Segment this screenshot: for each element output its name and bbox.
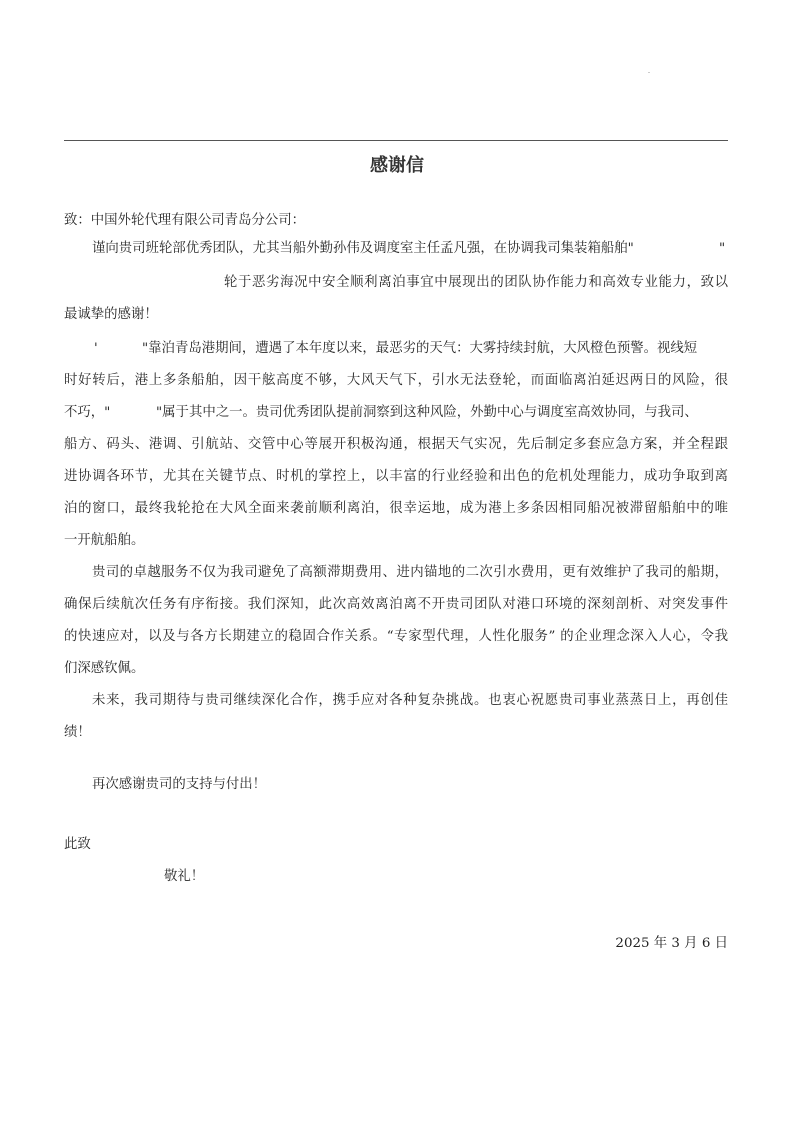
p2-line1-b: "靠泊青岛港期间，遭遇了本年度以来，最恶劣的天气：大雾持续封航，大风橙色预警。视线短 — [142, 341, 698, 356]
p4-line2: 绩！ — [64, 725, 91, 740]
p2-line3-b: "属于其中之一。贵司优秀团队提前洞察到这种风险，外勤中心与调度室高效协同，与我司、 — [156, 405, 698, 420]
p2-line1-a: ' — [94, 341, 98, 356]
p1-line2: 轮于恶劣海况中安全顺利离泊事宜中展现出的团队协作能力和高效专业能力，致以 — [224, 275, 728, 290]
p3-line4: 们深感钦佩。 — [64, 661, 145, 676]
p3-line1: 贵司的卓越服务不仅为我司避免了高额滞期费用、进内锚地的二次引水费用，更有效维护了我司的船期， — [92, 565, 728, 580]
closing: 此致 — [64, 837, 91, 852]
salutation: 致：中国外轮代理有限公司青岛分公司： — [64, 213, 306, 228]
letter-title: 感谢信 — [370, 155, 424, 176]
letter-date: 2025 年 3 月 6 日 — [615, 936, 728, 951]
p2-line4: 船方、码头、港调、引航站、交管中心等展开积极沟通，根据天气实况，先后制定多套应急方案，并全程跟 — [64, 437, 728, 452]
p1-line1-b: " — [719, 241, 726, 256]
regards: 敬礼！ — [164, 869, 205, 884]
p1-line1-a: 谨向贵司班轮部优秀团队，尤其当船外勤孙伟及调度室主任孟凡强，在协调我司集装箱船舶" — [92, 241, 634, 256]
header-rule — [64, 140, 728, 141]
p2-line2: 时好转后，港上多条船舶，因干舷高度不够，大风天气下，引水无法登轮，而面临离泊延迟两日的风险，很 — [64, 373, 728, 388]
p2-line5: 进协调各环节，尤其在关键节点、时机的掌控上，以丰富的行业经验和出色的危机处理能力，成功争取到离 — [64, 469, 728, 484]
p4-line1: 未来，我司期待与贵司继续深化合作，携手应对各种复杂挑战。也衷心祝愿贵司事业蒸蒸日上，再创佳 — [92, 693, 728, 708]
thanks-again: 再次感谢贵司的支持与付出！ — [92, 777, 267, 792]
p2-line3-a: 不巧，" — [64, 405, 111, 420]
p2-line7: 一开航船舶。 — [64, 533, 145, 548]
scan-speck — [648, 72, 650, 73]
p3-line2: 确保后续航次任务有序衔接。我们深知，此次高效离泊离不开贵司团队对港口环境的深刻剖析、对突发事件 — [64, 597, 728, 612]
p1-line3: 最诚挚的感谢！ — [64, 307, 158, 322]
p2-line6: 泊的窗口，最终我轮抢在大风全面来袭前顺利离泊，很幸运地，成为港上多条因相同船况被滞留船舶中的唯 — [64, 501, 728, 516]
p3-line3: 的快速应对，以及与各方长期建立的稳固合作关系。“专家型代理，人性化服务” 的企业理念深入人心，令我 — [64, 629, 728, 644]
